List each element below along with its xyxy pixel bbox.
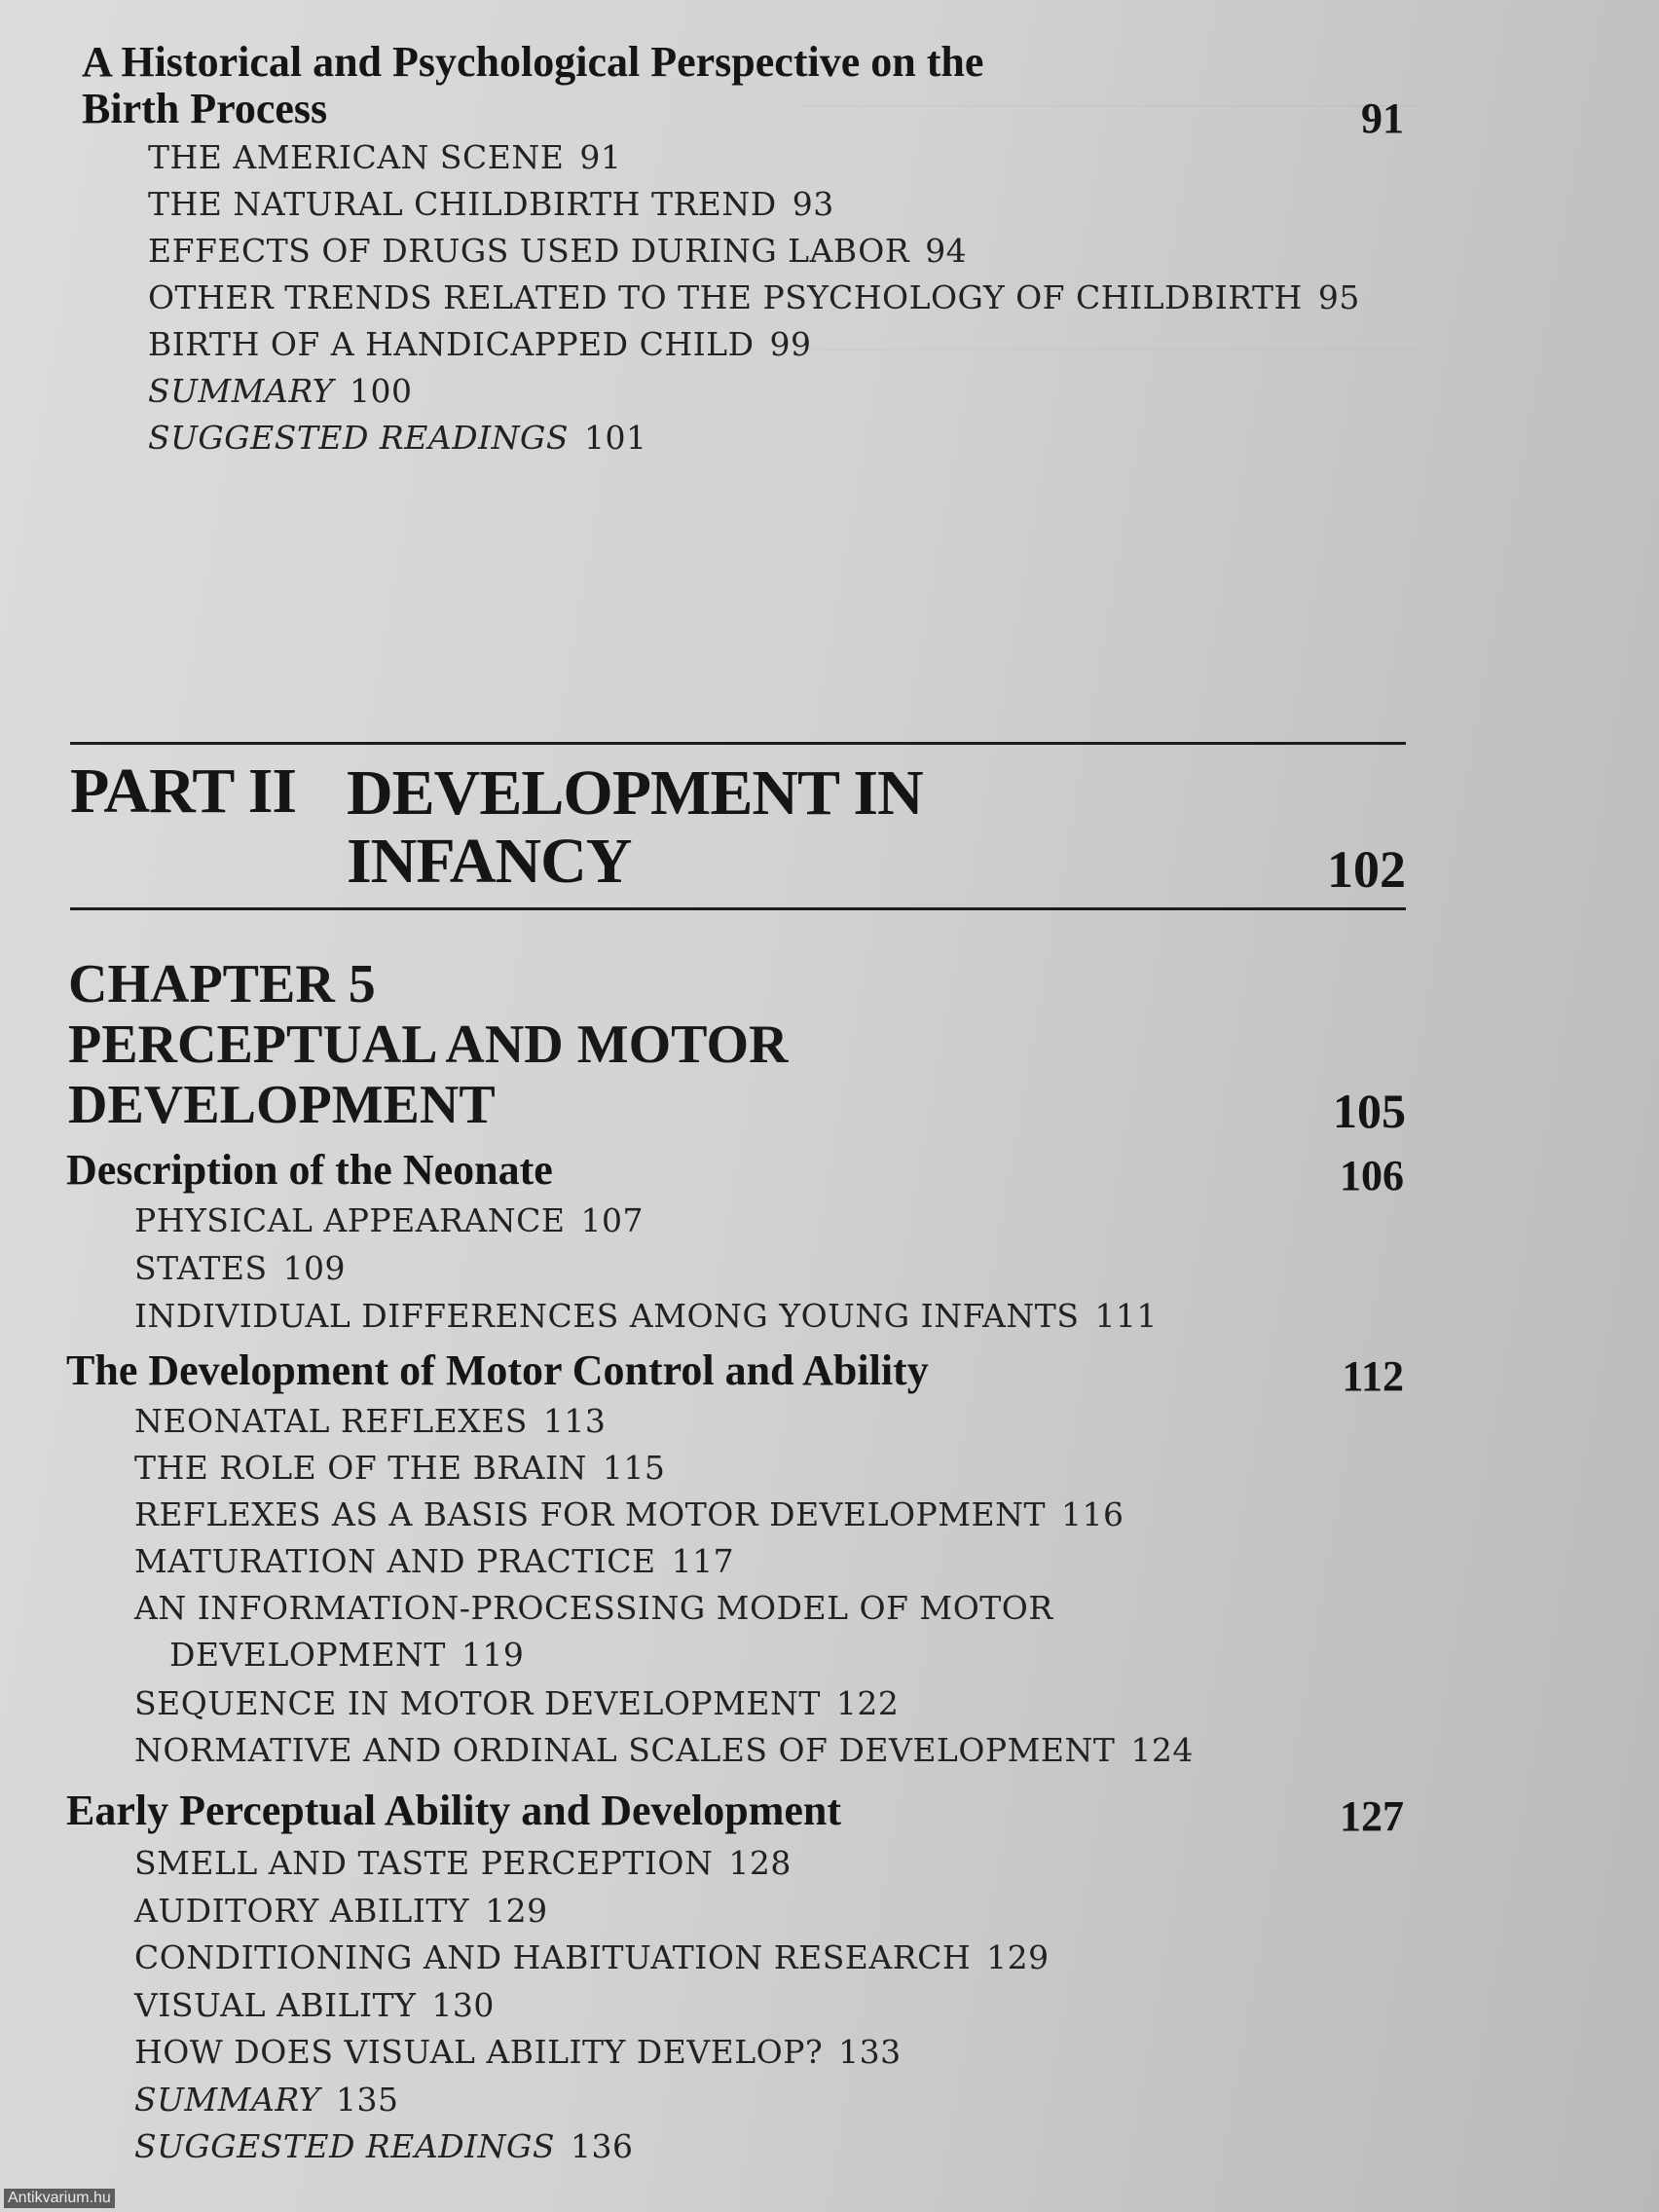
toc-entry [134,1589,1194,1636]
chapter-title-line: DEVELOPMENT [68,1075,496,1135]
entry-text: NEONATAL REFLEXES [134,1402,528,1440]
chapter-title-line: PERCEPTUAL AND MOTOR [68,1014,789,1075]
toc-entry [134,1249,1158,1297]
entry-page: 93 [792,185,834,223]
entry-page: 116 [1061,1495,1124,1533]
toc-entry [134,1402,1194,1449]
entry-text: OTHER TRENDS RELATED TO THE PSYCHOLOGY OF CHILDBIRTH [148,278,1303,316]
section-title: Early Perceptual Ability and Development [66,1787,842,1834]
section1-entries [148,138,1360,465]
toc-entry [148,138,1360,185]
entry-text: DEVELOPMENT [169,1636,446,1674]
entry-page: 129 [986,1938,1050,1976]
section-entries [134,1844,1050,2175]
entry-page: 113 [542,1402,607,1440]
entry-text: MATURATION AND PRACTICE [134,1542,656,1580]
toc-entry [134,1449,1194,1495]
entry-page: 136 [571,2127,634,2165]
entry-page: 101 [584,419,647,457]
section-title: Description of the Neonate [66,1146,553,1194]
section-title-line: Birth Process [82,85,328,132]
part-page-number: 102 [1327,840,1406,899]
toc-entry [148,325,1360,372]
part-title-line: INFANCY [347,826,632,897]
entry-text: HOW DOES VISUAL ABILITY DEVELOP? [134,2033,824,2071]
chapter-page-number: 105 [1333,1084,1406,1138]
toc-entry [134,1938,1050,1986]
entry-page: 100 [349,372,413,410]
section-page-number: 91 [1361,94,1404,142]
entry-page: 130 [431,1985,495,2024]
part-title-line: DEVELOPMENT IN [347,757,923,829]
entry-text: SMELL AND TASTE PERCEPTION [134,1844,714,1882]
entry-text: NORMATIVE AND ORDINAL SCALES OF DEVELOPMENT [134,1731,1116,1769]
part-title [347,759,923,896]
entry-text: THE AMERICAN SCENE [148,138,565,176]
part-label: PART II [70,756,297,827]
entry-text: AN INFORMATION-PROCESSING MODEL OF MOTOR [134,1589,1053,1627]
watermark: Antikvarium.hu [4,2189,115,2208]
toc-entry [134,1201,1158,1249]
toc-entry [134,2033,1050,2081]
entry-text: PHYSICAL APPEARANCE [134,1201,566,1239]
entry-text: SUMMARY [134,2080,320,2119]
entry-page: 119 [461,1636,525,1674]
entry-text: SUGGESTED READINGS [134,2127,555,2165]
toc-entry [134,1844,1050,1892]
toc-entry [134,1495,1194,1542]
toc-entry [148,185,1360,232]
section-entries [134,1201,1158,1345]
toc-entry-summary [134,2081,1050,2128]
toc-entry-continued [134,1636,1194,1684]
entry-text: INDIVIDUAL DIFFERENCES AMONG YOUNG INFANTS [134,1297,1080,1335]
toc-entry [148,232,1360,278]
toc-entry-suggested-readings [148,419,1360,465]
section-title-birth-process [82,39,983,132]
entry-text: VISUAL ABILITY [134,1985,417,2024]
toc-entry [134,1986,1050,2034]
entry-page: 111 [1094,1297,1158,1335]
toc-entry [148,278,1360,325]
entry-page: 99 [769,325,812,363]
entry-text: REFLEXES AS A BASIS FOR MOTOR DEVELOPMENT [134,1495,1047,1533]
section-title: The Development of Motor Control and Ability [66,1346,929,1394]
entry-page: 133 [838,2033,902,2071]
section-page-number: 112 [1342,1352,1404,1400]
section-page-number: 127 [1340,1792,1404,1840]
entry-text: SUGGESTED READINGS [148,419,569,457]
entry-text: CONDITIONING AND HABITUATION RESEARCH [134,1938,972,1976]
entry-page: 135 [335,2080,399,2119]
entry-text: SUMMARY [148,372,334,410]
entry-page: 115 [602,1449,666,1487]
entry-page: 107 [580,1201,644,1239]
entry-text: STATES [134,1249,268,1287]
entry-page: 91 [579,138,622,176]
section-page-number: 106 [1340,1152,1404,1199]
entry-page: 94 [925,232,968,270]
toc-entry-summary [148,372,1360,419]
entry-text: EFFECTS OF DRUGS USED DURING LABOR [148,232,910,270]
toc-entry-suggested-readings [134,2127,1050,2175]
entry-page: 117 [671,1542,735,1580]
entry-text: SEQUENCE IN MOTOR DEVELOPMENT [134,1684,821,1722]
entry-text: THE ROLE OF THE BRAIN [134,1449,587,1487]
entry-page: 129 [485,1891,548,1930]
toc-entry [134,1297,1158,1345]
toc-entry [134,1892,1050,1939]
section-title-line: A Historical and Psychological Perspective on the [82,38,984,86]
entry-page: 95 [1317,278,1360,316]
toc-entry [134,1684,1194,1731]
entry-page: 109 [282,1249,347,1287]
entry-text: BIRTH OF A HANDICAPPED CHILD [148,325,755,363]
toc-entry [134,1731,1194,1778]
entry-page: 128 [728,1844,792,1882]
entry-page: 124 [1130,1731,1194,1769]
chapter-heading [68,954,788,1135]
toc-entry [134,1542,1194,1589]
part-top-rule [70,742,1406,745]
entry-page: 122 [835,1684,900,1722]
part-bottom-rule [70,907,1406,910]
entry-text: THE NATURAL CHILDBIRTH TREND [148,185,777,223]
entry-text: AUDITORY ABILITY [134,1891,470,1930]
section-entries [134,1402,1194,1778]
chapter-number: CHAPTER 5 [68,954,376,1014]
